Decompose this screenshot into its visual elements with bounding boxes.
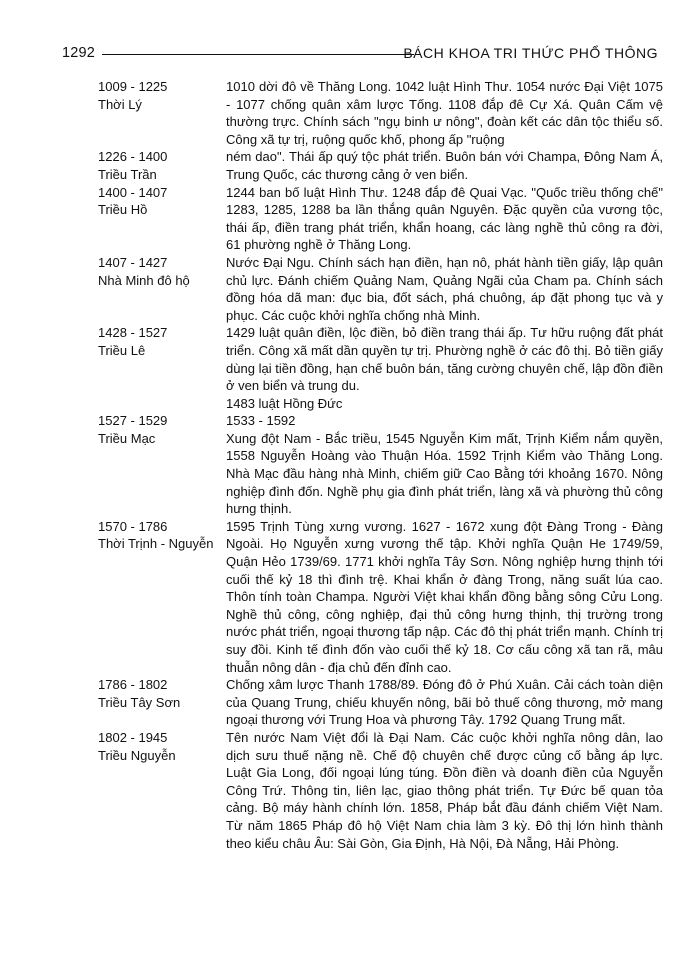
period-name: Thời Trịnh - Nguyễn [98, 536, 214, 552]
timeline-entry-nguyen [98, 729, 663, 852]
timeline-table [98, 78, 663, 852]
period-years: 1428 - 1527 [98, 325, 168, 341]
period-name: Triều Nguyễn [98, 747, 176, 763]
event-text [226, 412, 663, 518]
period-column [98, 184, 226, 254]
period-column [98, 729, 226, 852]
event-paragraph: ném dao". Thái ấp quý tộc phát triển. Buôn bán với Champa, Đông Nam Á, Trung Quốc, các thương cảng ở ven biển. [226, 149, 663, 182]
header-rule [102, 54, 414, 55]
event-text [226, 324, 663, 412]
event-text [226, 148, 663, 183]
timeline-entry-tay-son [98, 676, 663, 729]
page-number: 1292 [62, 45, 96, 61]
event-paragraph: Nước Đại Ngu. Chính sách hạn điền, hạn nô, phát hành tiền giấy, lập quân chủ lực. Đánh chiếm Quảng Nam, Quảng Ngãi của Cham pa. Chính sách đồng hóa dã man: đục bia, đốt sách, phá chuông, áp đặt phong tục và y phục. Các cuộc khởi nghĩa chống nhà Minh. [226, 254, 663, 323]
period-years: 1570 - 1786 [98, 518, 168, 534]
period-column [98, 254, 226, 324]
event-text [226, 676, 663, 729]
period-years: 1802 - 1945 [98, 729, 168, 745]
period-column [98, 518, 226, 676]
event-paragraph: 1595 Trịnh Tùng xưng vương. 1627 - 1672 xung đột Đàng Trong - Đàng Ngoài. Họ Nguyễn xưng vương thế tập. Khởi nghĩa Quận He 1749/59, Quận Hẻo 1739/69. 1771 khởi nghĩa Tây Sơn. Nông nghiệp hưng thịnh tới cuối thế kỷ 18 thì đình trệ. Khai khẩn ở đàng Trong, năng suất lúa cao. Thôn tính toàn Champa. Người Việt khai khẩn đồng bằng sông Cửu Long. Nghề thủ công, công nghiệp, đại thủ công hưng thịnh, thị trường trong nước phát triển, ngoại thương tấp nập. Các đô thị phát triển mạnh. Chính trị suy đồi. Kinh tế đình đốn vào cuối thế kỷ 18. Cơ cấu công xã tan rã, mâu thuẫn nông dân - địa chủ đến đỉnh cao. [226, 518, 663, 675]
period-column [98, 148, 226, 183]
period-column [98, 324, 226, 412]
event-paragraph: 1244 ban bố luật Hình Thư. 1248 đắp đê Quai Vạc. "Quốc triều thống chế" 1283, 1285, 1288 ba lần thắng quân Nguyên. Đặc quyền của vương tộc, thái ấp, điền trang phát triển, khẩn hoang, các làng nghề thủ công ra đời, 61 phường nghề ở Thăng Long. [226, 184, 663, 253]
event-paragraph: 1533 - 1592 [226, 413, 296, 429]
event-text [226, 254, 663, 324]
period-years: 1009 - 1225 [98, 79, 168, 94]
period-column [98, 78, 226, 148]
event-paragraph: 1429 luật quân điền, lộc điền, bỏ điền trang thái ấp. Tư hữu ruộng đất phát triển. Công xã mất dần quyền tự trị. Phường nghề ở các đô thị. Bỏ tiền giấy dùng lại tiền đồng, hạn chế buôn bán, tăng cường chuyên chế, lập đồn điền ở ven biển và trung du. [226, 325, 663, 394]
timeline-entry-le [98, 324, 663, 412]
period-years: 1527 - 1529 [98, 413, 168, 429]
period-name: Nhà Minh đô hộ [98, 272, 190, 288]
period-years: 1226 - 1400 [98, 149, 168, 165]
event-text [226, 729, 663, 852]
event-paragraph: Xung đột Nam - Bắc triều, 1545 Nguyễn Kim mất, Trịnh Kiểm nắm quyền, 1558 Nguyễn Hoàng vào Thuận Hóa. 1592 Trịnh Kiểm vào Thăng Long. Nhà Mạc đầu hàng nhà Minh, chiếm giữ Cao Bằng tới khoảng 1670. Nông nghiệp đình đốn. Nghề phụ gia đình phát triển, làng xã và phường thủ công hưng thịnh. [226, 430, 663, 517]
event-paragraph: 1010 dời đô về Thăng Long. 1042 luật Hình Thư. 1054 nước Đại Việt 1075 - 1077 chống quân xâm lược Tống. 1108 đắp đê Cự Xá. Quân Cấm vệ thường trực. Chính sách "ngụ binh ư nông", đoàn kết các dân tộc thiểu số. Công xã tự trị, ruộng quốc khố, phong ấp "ruộng [226, 79, 663, 147]
event-paragraph: Chống xâm lược Thanh 1788/89. Đóng đô ở Phú Xuân. Cải cách toàn diện của Quang Trung, chiếu khuyến nông, bãi bỏ thuế công thương, mở mang ngoại thương với Trung Hoa và phương Tây. 1792 Quang Trung mất. [226, 677, 663, 728]
event-text [226, 518, 663, 676]
period-years: 1786 - 1802 [98, 677, 168, 693]
timeline-entry-trinh-nguyen [98, 518, 663, 676]
event-paragraph: 1483 luật Hồng Đức [226, 395, 343, 411]
period-name: Triều Lê [98, 342, 146, 358]
timeline-entry-tran [98, 148, 663, 183]
period-column [98, 676, 226, 729]
period-years: 1407 - 1427 [98, 254, 168, 270]
period-name: Triều Tây Sơn [98, 694, 181, 710]
period-column [98, 412, 226, 518]
period-name: Thời Lý [98, 96, 142, 112]
timeline-entry-ly [98, 78, 663, 148]
event-text [226, 78, 663, 148]
period-name: Triều Hồ [98, 202, 148, 218]
timeline-entry-mac [98, 412, 663, 518]
period-years: 1400 - 1407 [98, 184, 168, 200]
book-title: BÁCH KHOA TRI THỨC PHỔ THÔNG [403, 45, 658, 61]
event-paragraph: Tên nước Nam Việt đổi là Đại Nam. Các cuộc khởi nghĩa nông dân, lao dịch sưu thuế nặng nề. Chế độ chuyên chế được củng cố bằng áp lực. Luật Gia Long, đối ngoại lúng túng. Đồn điền và doanh điền của Nguyễn Công Trứ. Thông tin, liên lạc, giao thông phát triển. Tự Đức bế quan tỏa cảng. Bộ máy hành chính lớn. 1858, Pháp bắt đầu đánh chiếm Việt Nam. Từ năm 1865 Pháp đô hộ Việt Nam chia làm 3 kỳ. Đô thị lớn hình thành theo kiểu châu Âu: Sài Gòn, Gia Định, Hà Nội, Đà Nẵng, Hải Phòng. [226, 729, 663, 851]
timeline-entry-ho [98, 184, 663, 254]
period-name: Triều Mạc [98, 430, 156, 446]
timeline-entry-minh [98, 254, 663, 324]
period-name: Triều Trần [98, 166, 157, 182]
page-header [62, 45, 658, 65]
event-text [226, 184, 663, 254]
